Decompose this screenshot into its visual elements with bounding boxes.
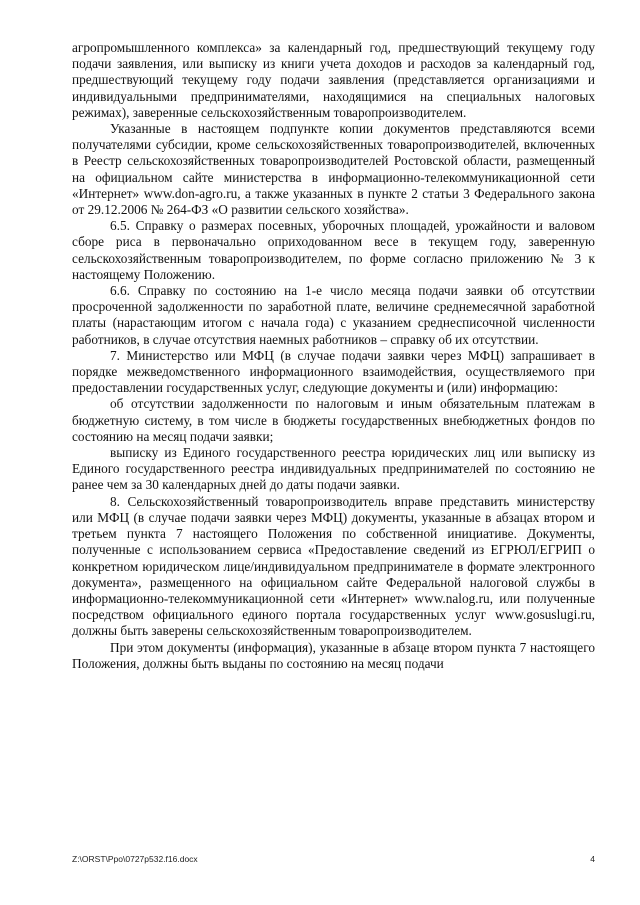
paragraph: агропромышленного комплекса» за календарный год, предшествующий текущему году подачи заявления, или выписку из книги учета доходов и расходов за календарный год, предшествующий текущему году подачи заявления (представляется организациями и индивидуальными предпринимателями, находящимися на специальных налоговых режимах), заверенные сельскохозяйственным товаропроизводителем. <box>72 40 595 120</box>
paragraph: выписку из Единого государственного реестра юридических лиц или выписку из Единого государственного реестра индивидуальных предпринимателей по состоянию не ранее чем за 30 календарных дней до даты подачи заявки. <box>72 445 595 493</box>
paragraph: 7. Министерство или МФЦ (в случае подачи заявки через МФЦ) запрашивает в порядке межведомственного информационного взаимодействия, осуществляемого при предоставлении государственных услуг, следующие документы и (или) информацию: <box>72 347 595 396</box>
paragraph: 6.6. Справку по состоянию на 1-е число месяца подачи заявки об отсутствии просроченной задолженности по заработной плате, величине среднемесячной заработной платы (нарастающим итогом с начала года) с указанием среднесписочной численности работников, в случае отсутствия наемных работников – справку об их отсутствии. <box>72 283 595 347</box>
paragraph: об отсутствии задолженности по налоговым и иным обязательным платежам в бюджетную систему, в том числе в бюджеты государственных внебюджетных фондов по состоянию на месяц подачи заявки; <box>72 396 595 444</box>
page-number: 4 <box>590 854 595 864</box>
paragraph: 6.5. Справку о размерах посевных, уборочных площадей, урожайности и валовом сборе риса в первоначально оприходованном весе в текущем году, заверенную сельскохозяйственным товаропроизводителем, по форме согласно приложению № 3 к настоящему Положению. <box>72 218 595 282</box>
paragraph: При этом документы (информация), указанные в абзаце втором пункта 7 настоящего Положения, должны быть выданы по состоянию на месяц подачи <box>72 639 595 671</box>
paragraph: 8. Сельскохозяйственный товаропроизводитель вправе представить министерству или МФЦ (в случае подачи заявки через МФЦ) документы, указанные в абзацах втором и третьем пункта 7 настоящего Положения по собственной инициативе. Документы, полученные с использованием сервиса «Предоставление сведений из ЕГРЮЛ/ЕГРИП о конкретном юридическом лице/индивидуальном предпринимателе в формате электронного документа», размещенного на официальном сайте Федеральной налоговой службы в информационно-телекоммуникационной сети «Интернет» www.nalog.ru, или полученные посредством официального единого портала государственных услуг www.gosuslugi.ru, должны быть заверены сельскохозяйственным товаропроизводителем. <box>72 493 595 639</box>
file-path: Z:\ORST\Ppo\0727p532.f16.docx <box>72 854 198 864</box>
document-body <box>72 40 595 672</box>
paragraph: Указанные в настоящем подпункте копии документов представляются всеми получателями субсидии, кроме сельскохозяйственных товаропроизводителей, включенных в Реестр сельскохозяйственных товаропроизводителей Ростовской области, размещенный на официальном сайте министерства в информационно-телекоммуникационной сети «Интернет» www.don-agro.ru, а также указанных в пункте 2 статьи 3 Федерального закона от 29.12.2006 № 264-ФЗ «О развитии сельского хозяйства». <box>72 121 595 218</box>
